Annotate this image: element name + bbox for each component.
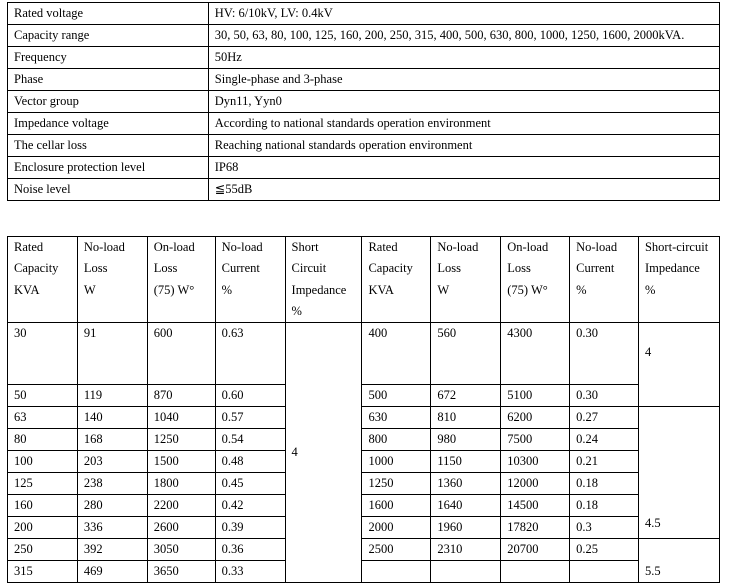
cell-onload-right: [501, 407, 570, 429]
cell-text: 3050: [153, 542, 179, 557]
cell-noload-right: [431, 407, 501, 429]
spec-value-cell: [208, 25, 719, 47]
cell-text: 672: [437, 388, 457, 403]
cell-text: 500: [368, 388, 388, 403]
cell-text: 0.30: [576, 326, 598, 341]
spec-value-cell: [208, 179, 719, 201]
cell-text: 4: [644, 345, 652, 360]
cell-onload-right: [501, 561, 570, 583]
spec-table: [7, 2, 720, 201]
cell-text: 119: [83, 388, 103, 403]
cell-current-left: [215, 451, 285, 473]
cell-text: According to national standards operation environment: [214, 116, 491, 130]
cell-onload-left: [147, 473, 215, 495]
cell-text: 30: [14, 326, 27, 341]
header-cell-imp-b: [638, 237, 719, 323]
cell-current-left: [215, 495, 285, 517]
header-cell-current-b: [570, 237, 639, 323]
cell-text: 100: [14, 454, 33, 469]
cell-cap-right: [362, 385, 431, 407]
header-line: No-load: [576, 240, 618, 254]
cell-current-right: [570, 539, 639, 561]
cell-noload-right: [431, 561, 501, 583]
spec-row: [8, 157, 720, 179]
cell-text: 160: [14, 498, 33, 513]
cell-text: HV: 6/10kV, LV: 0.4kV: [214, 6, 333, 20]
cell-text: 1600: [368, 498, 394, 513]
cell-current-right: [570, 323, 639, 385]
cell-text: 0.45: [221, 476, 244, 491]
cell-noload-right: [431, 495, 501, 517]
cell-onload-right: [501, 323, 570, 385]
cell-current-right: [570, 473, 639, 495]
cell-current-right: [570, 561, 639, 583]
cell-noload-right: [431, 323, 501, 385]
cell-cap-right: [362, 407, 431, 429]
cell-text: 14500: [507, 498, 539, 513]
cell-text: 2310: [437, 542, 463, 557]
cell-text: 91: [83, 326, 97, 341]
header-line: Rated: [14, 240, 44, 254]
header-line: Loss: [507, 261, 531, 276]
cell-text: 0.60: [221, 388, 244, 403]
cell-text: Reaching national standards operation environment: [214, 138, 473, 152]
cell-text: 50: [14, 388, 27, 403]
spec-row: [8, 47, 720, 69]
cell-noload-right: [431, 517, 501, 539]
cell-text: 560: [437, 326, 457, 341]
cell-text: 469: [83, 564, 103, 579]
cell-noload-right: [431, 451, 501, 473]
cell-text: 400: [368, 326, 388, 341]
header-line: KVA: [368, 282, 394, 297]
cell-onload-right: [501, 385, 570, 407]
cell-noload-right: [431, 473, 501, 495]
cell-text: 630: [368, 410, 388, 425]
header-cell-onload-b: [501, 237, 570, 323]
cell-text: 30, 50, 63, 80, 100, 125, 160, 200, 250, 315, 400, 500, 630, 800, 1000, 1250, 1600, 2000kVA.: [214, 28, 685, 42]
table-row: [8, 495, 720, 517]
header-line: Loss: [153, 261, 178, 276]
header-line: Loss: [437, 261, 461, 276]
cell-onload-right: [501, 495, 570, 517]
cell-cap-right: [362, 539, 431, 561]
cell-text: 50Hz: [214, 50, 242, 64]
cell-text: 2000: [368, 520, 394, 535]
cell-text: 80: [14, 432, 27, 447]
cell-text: 238: [83, 476, 103, 491]
cell-text: 0.48: [221, 454, 244, 469]
cell-onload-right: [501, 429, 570, 451]
table-row: [8, 473, 720, 495]
cell-text: 4: [291, 445, 298, 460]
cell-current-right: [570, 451, 639, 473]
header-line: Rated: [368, 240, 398, 254]
cell-text: Enclosure protection level: [14, 160, 146, 174]
spec-label-cell: [8, 157, 209, 179]
header-line: KVA: [14, 282, 40, 297]
cell-current-left: [215, 561, 285, 583]
cell-text: Frequency: [14, 50, 67, 64]
cell-noload-left: [77, 323, 147, 385]
cell-text: Impedance voltage: [14, 116, 109, 130]
cell-text: 10300: [507, 454, 539, 469]
spec-value-cell: [208, 3, 719, 25]
cell-text: 7500: [507, 432, 533, 447]
header-line: (75) W°: [153, 282, 195, 297]
cell-cap-right: [362, 561, 431, 583]
cell-text: 1150: [437, 454, 462, 469]
cell-text: Phase: [14, 72, 44, 86]
table-row: [8, 429, 720, 451]
header-line: Capacity: [14, 261, 59, 276]
cell-noload-left: [77, 539, 147, 561]
cell-onload-left: [147, 385, 215, 407]
cell-noload-left: [77, 429, 147, 451]
cell-text: 1500: [153, 454, 179, 469]
spec-label-cell: [8, 135, 209, 157]
cell-current-right: [570, 429, 639, 451]
header-line: Current: [221, 261, 260, 276]
spec-label-cell: [8, 91, 209, 113]
cell-text: 2600: [153, 520, 179, 535]
cell-text: 0.30: [576, 388, 598, 403]
spec-label-cell: [8, 113, 209, 135]
cell-text: 1960: [437, 520, 463, 535]
cell-noload-right: [431, 539, 501, 561]
cell-noload-right: [431, 429, 501, 451]
header-row: [8, 237, 720, 323]
spec-row: [8, 91, 720, 113]
cell-current-left: [215, 429, 285, 451]
header-line: Impedance: [644, 261, 700, 276]
cell-current-right: [570, 385, 639, 407]
cell-cap-left: [8, 517, 78, 539]
header-line: W: [437, 282, 450, 297]
impedance-left-cell: [285, 323, 362, 583]
header-line: %: [644, 282, 656, 297]
header-cell-cap-a: [8, 237, 78, 323]
cell-current-right: [570, 495, 639, 517]
header-line: No-load: [221, 240, 263, 254]
header-cell-current-a: [215, 237, 285, 323]
cell-text: 0.54: [221, 432, 244, 447]
cell-text: 125: [14, 476, 33, 491]
header-line: Short-circuit: [644, 240, 709, 254]
cell-cap-right: [362, 517, 431, 539]
cell-onload-left: [147, 407, 215, 429]
cell-text: 0.24: [576, 432, 598, 447]
spec-value-cell: [208, 91, 719, 113]
cell-current-right: [570, 517, 639, 539]
cell-text: 0.57: [221, 410, 244, 425]
cell-text: IP68: [214, 160, 239, 174]
cell-onload-left: [147, 323, 215, 385]
cell-text: 1360: [437, 476, 463, 491]
cell-current-right: [570, 407, 639, 429]
cell-text: 1250: [153, 432, 179, 447]
cell-text: Noise level: [14, 182, 71, 196]
cell-text: 250: [14, 542, 33, 557]
cell-text: 980: [437, 432, 457, 447]
cell-text: 0.3: [576, 520, 592, 535]
cell-text: Capacity range: [14, 28, 90, 42]
header-line: Circuit: [291, 261, 327, 276]
header-cell-onload-a: [147, 237, 215, 323]
table-row: [8, 385, 720, 407]
cell-cap-left: [8, 473, 78, 495]
cell-noload-left: [77, 517, 147, 539]
header-line: (75) W°: [507, 282, 548, 297]
table-row: [8, 323, 720, 385]
header-line: Capacity: [368, 261, 413, 276]
spec-value-cell: [208, 69, 719, 91]
header-line: %: [576, 282, 587, 297]
impedance-right-cell-3: [638, 539, 719, 583]
cell-cap-left: [8, 429, 78, 451]
cell-text: 12000: [507, 476, 539, 491]
header-line: %: [291, 303, 302, 318]
spec-value-cell: [208, 113, 719, 135]
cell-text: 870: [153, 388, 173, 403]
cell-cap-left: [8, 385, 78, 407]
cell-onload-left: [147, 451, 215, 473]
cell-text: Single-phase and 3-phase: [214, 72, 343, 86]
cell-text: 6200: [507, 410, 533, 425]
cell-cap-right: [362, 451, 431, 473]
cell-cap-right: [362, 429, 431, 451]
cell-text: 0.18: [576, 476, 598, 491]
spec-row: [8, 69, 720, 91]
cell-text: 0.21: [576, 454, 598, 469]
cell-current-left: [215, 385, 285, 407]
cell-text: 0.39: [221, 520, 244, 535]
cell-onload-left: [147, 539, 215, 561]
impedance-right-cell-1: [638, 323, 719, 407]
cell-text: Vector group: [14, 94, 79, 108]
cell-text: 140: [83, 410, 103, 425]
cell-cap-right: [362, 473, 431, 495]
cell-text: 336: [83, 520, 103, 535]
cell-noload-left: [77, 473, 147, 495]
cell-text: 315: [14, 564, 33, 579]
cell-text: 4300: [507, 326, 533, 341]
cell-text: 168: [83, 432, 103, 447]
cell-text: Rated voltage: [14, 6, 84, 20]
header-cell-noload-a: [77, 237, 147, 323]
spec-label-cell: [8, 69, 209, 91]
header-line: On-load: [507, 240, 549, 254]
spec-label-cell: [8, 47, 209, 69]
cell-current-left: [215, 539, 285, 561]
cell-current-left: [215, 407, 285, 429]
cell-text: 392: [83, 542, 103, 557]
cell-text: 1640: [437, 498, 463, 513]
cell-noload-left: [77, 407, 147, 429]
spec-label-cell: [8, 179, 209, 201]
cell-onload-right: [501, 451, 570, 473]
cell-cap-left: [8, 539, 78, 561]
table-row: [8, 517, 720, 539]
header-line: On-load: [153, 240, 195, 254]
cell-text: 0.33: [221, 564, 244, 579]
spec-value-cell: [208, 135, 719, 157]
cell-onload-left: [147, 495, 215, 517]
cell-text: 5.5: [644, 564, 661, 579]
spec-row: [8, 25, 720, 47]
impedance-right-cell-2: [638, 407, 719, 539]
table-row: [8, 539, 720, 561]
cell-text: 1250: [368, 476, 394, 491]
cell-text: 203: [83, 454, 103, 469]
cell-onload-right: [501, 473, 570, 495]
cell-text: Dyn11, Yyn0: [214, 94, 282, 108]
spec-row: [8, 179, 720, 201]
cell-onload-left: [147, 429, 215, 451]
cell-text: 810: [437, 410, 457, 425]
cell-cap-right: [362, 495, 431, 517]
header-line: No-load: [83, 240, 125, 254]
cell-current-left: [215, 473, 285, 495]
cell-text: 0.63: [221, 326, 244, 341]
cell-text: 0.18: [576, 498, 598, 513]
cell-onload-left: [147, 561, 215, 583]
spec-value-cell: [208, 157, 719, 179]
header-line: Short: [291, 240, 319, 254]
cell-text: 2200: [153, 498, 179, 513]
header-line: No-load: [437, 240, 479, 254]
cell-text: 4.5: [644, 516, 661, 531]
spec-row: [8, 135, 720, 157]
cell-noload-left: [77, 561, 147, 583]
cell-text: ≦55dB: [214, 182, 253, 196]
cell-text: 20700: [507, 542, 539, 557]
cell-noload-right: [431, 385, 501, 407]
spec-label-cell: [8, 25, 209, 47]
cell-cap-left: [8, 561, 78, 583]
header-cell-imp-a: [285, 237, 362, 323]
cell-text: 280: [83, 498, 103, 513]
cell-text: 63: [14, 410, 27, 425]
cell-noload-left: [77, 451, 147, 473]
header-cell-cap-b: [362, 237, 431, 323]
cell-text: The cellar loss: [14, 138, 87, 152]
header-line: Current: [576, 261, 615, 276]
cell-noload-left: [77, 495, 147, 517]
cell-text: 2500: [368, 542, 394, 557]
cell-text: 1800: [153, 476, 179, 491]
header-line: %: [221, 282, 233, 297]
cell-cap-left: [8, 323, 78, 385]
spec-row: [8, 3, 720, 25]
table-row: [8, 451, 720, 473]
cell-onload-right: [501, 539, 570, 561]
cell-text: 800: [368, 432, 388, 447]
cell-text: 0.25: [576, 542, 598, 557]
spec-label-cell: [8, 3, 209, 25]
cell-onload-right: [501, 517, 570, 539]
header-line: Impedance: [291, 282, 347, 297]
cell-cap-left: [8, 495, 78, 517]
cell-text: 0.42: [221, 498, 244, 513]
header-line: W: [83, 282, 96, 297]
cell-text: 0.27: [576, 410, 598, 425]
loss-table: [7, 236, 720, 583]
cell-cap-right: [362, 323, 431, 385]
header-line: Loss: [83, 261, 108, 276]
cell-text: 3650: [153, 564, 179, 579]
cell-text: 200: [14, 520, 33, 535]
table-row: [8, 407, 720, 429]
cell-text: 600: [153, 326, 173, 341]
header-cell-noload-b: [431, 237, 501, 323]
table-row: [8, 561, 720, 583]
cell-onload-left: [147, 517, 215, 539]
cell-current-left: [215, 323, 285, 385]
cell-current-left: [215, 517, 285, 539]
cell-cap-left: [8, 407, 78, 429]
spec-value-cell: [208, 47, 719, 69]
cell-text: 17820: [507, 520, 539, 535]
cell-text: 0.36: [221, 542, 244, 557]
cell-cap-left: [8, 451, 78, 473]
cell-text: 5100: [507, 388, 533, 403]
cell-noload-left: [77, 385, 147, 407]
cell-text: 1040: [153, 410, 179, 425]
cell-text: 1000: [368, 454, 394, 469]
spec-row: [8, 113, 720, 135]
